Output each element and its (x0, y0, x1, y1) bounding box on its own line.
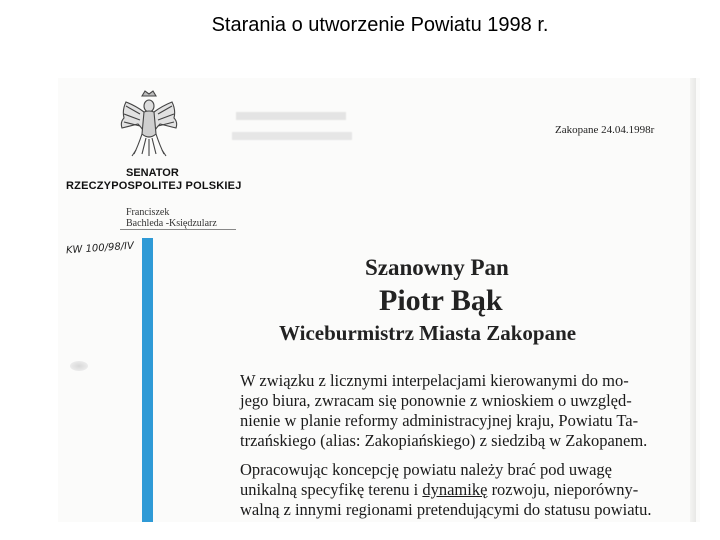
senator-label: SENATOR (126, 167, 179, 179)
punch-hole (70, 361, 88, 371)
paragraph-line: jego biura, zwracam się ponownie z wnioskiem o uwzględ- (240, 391, 632, 410)
salutation: Szanowny Pan (365, 255, 509, 280)
scan-edge-shadow (690, 78, 696, 522)
letter-paragraph-1 (218, 371, 652, 451)
slide-title: Starania o utworzenie Powiatu 1998 r. (211, 14, 549, 36)
letterhead-accent-bar (142, 238, 153, 522)
show-through-text (232, 132, 352, 140)
letter-date: Zakopane 24.04.1998r (555, 124, 655, 136)
recipient-name: Piotr Bąk (379, 284, 503, 317)
paragraph-line: trzańskiego (alias: Zakopiańskiego) z siedzibą w Zakopanem. (240, 431, 648, 450)
paragraph-text: rozwoju, nieporówny- (487, 480, 639, 499)
letterhead-rule (120, 229, 236, 230)
paragraph-line: walną z innymi regionami pretendującymi do statusu powiatu. (240, 500, 652, 519)
paragraph-line (218, 480, 652, 500)
underlined-word: dynamikę (422, 480, 488, 499)
paragraph-line: W związku z licznymi interpelacjami kierowanymi do mo- (240, 371, 629, 390)
show-through-text (236, 112, 346, 120)
senator-office: RZECZYPOSPOLITEJ POLSKIEJ (66, 180, 242, 192)
paragraph-line: nienie w planie reformy administracyjnej kraju, Powiatu Ta- (240, 411, 639, 430)
paragraph-line: Opracowując koncepcję powiatu należy brać pod uwagę (240, 460, 612, 479)
recipient-title: Wiceburmistrz Miasta Zakopane (279, 321, 577, 345)
handwritten-reference: KW 100/98/IV (65, 240, 135, 257)
senator-first-name: Franciszek (126, 207, 170, 218)
polish-eagle-icon (116, 88, 182, 160)
senator-surname: Bachleda -Księdzularz (126, 218, 217, 229)
letter-paragraph-2 (218, 460, 652, 520)
paragraph-text: unikalną specyfikę terenu i (240, 480, 423, 499)
